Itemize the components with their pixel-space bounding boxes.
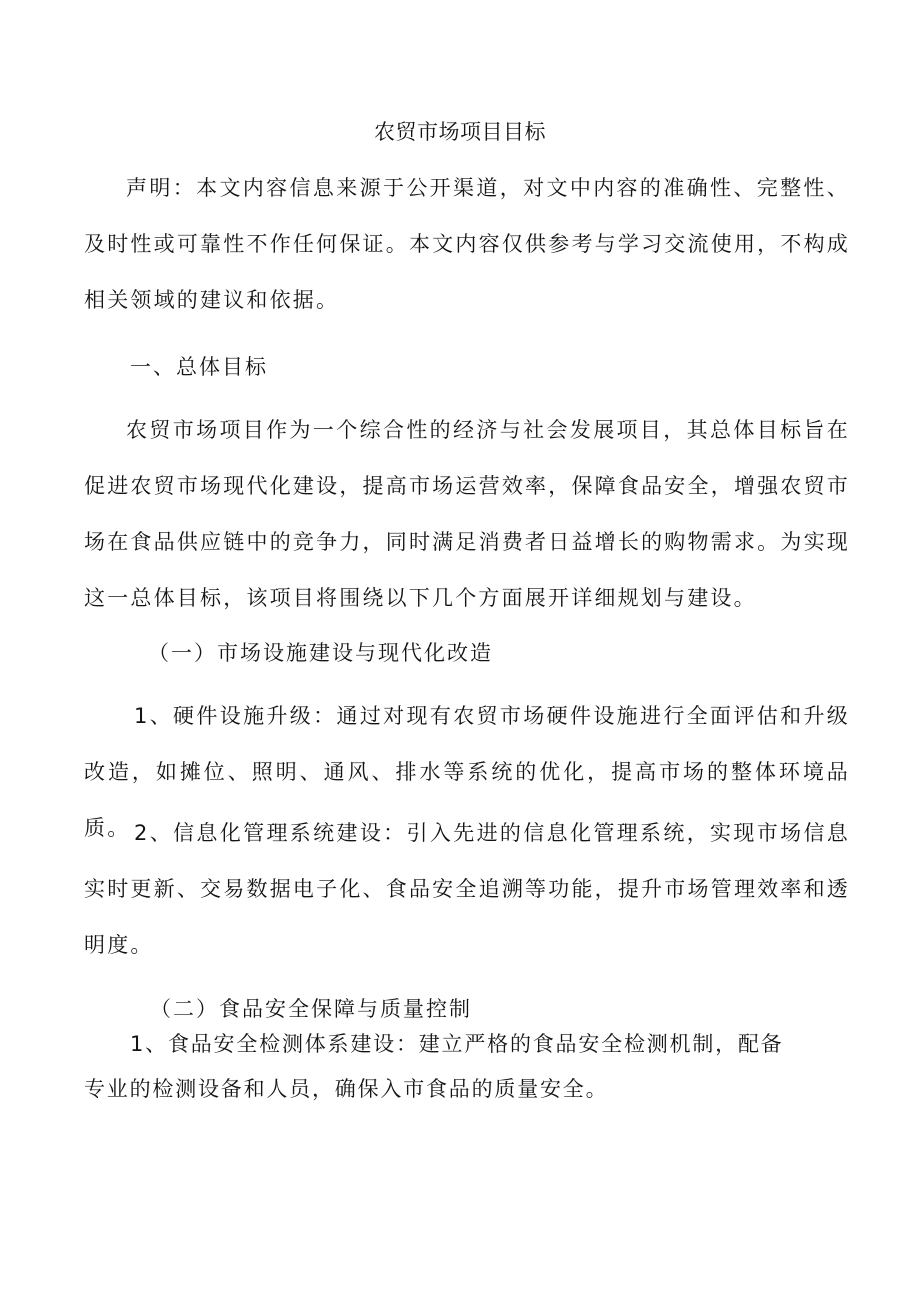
food-safety-item-testing: [84, 1022, 850, 1112]
facilities-item-hardware: 1、硬件设施升级：通过对现有农贸市场硬件设施进行全面评估和升级改造，如摊位、照明、通风、排水等系统的优化，提高市场的整体环境品质。: [84, 704, 850, 840]
disclaimer-paragraph: 声明：本文内容信息来源于公开渠道，对文中内容的准确性、完整性、及时性或可靠性不作任何保证。本文内容仅供参考与学习交流使用，不构成相关领域的建议和依据。: [84, 176, 850, 312]
section-heading-overall-goal: 一、总体目标: [130, 355, 268, 379]
food-safety-item-line-1: 1、食品安全检测体系建设：建立严格的食品安全检测机制，配备: [130, 1032, 784, 1056]
subsection-heading-food-safety: （二）食品安全保障与质量控制: [150, 997, 472, 1021]
document-title: 农贸市场项目目标: [374, 120, 546, 144]
facilities-item-information-system: 2、信息化管理系统建设：引入先进的信息化管理系统，实现市场信息实时更新、交易数据电子化、食品安全追溯等功能，提升市场管理效率和透明度。: [84, 821, 850, 957]
food-safety-item-line-2: 专业的检测设备和人员，确保入市食品的质量安全。: [84, 1077, 609, 1101]
subsection-heading-facilities: （一）市场设施建设与现代化改造: [148, 641, 493, 665]
overall-goal-paragraph: 农贸市场项目作为一个综合性的经济与社会发展项目，其总体目标旨在促进农贸市场现代化建设，提高市场运营效率，保障食品安全，增强农贸市场在食品供应链中的竞争力，同时满足消费者日益增长的购物需求。为实现这一总体目标，该项目将围绕以下几个方面展开详细规划与建设。: [84, 418, 850, 610]
